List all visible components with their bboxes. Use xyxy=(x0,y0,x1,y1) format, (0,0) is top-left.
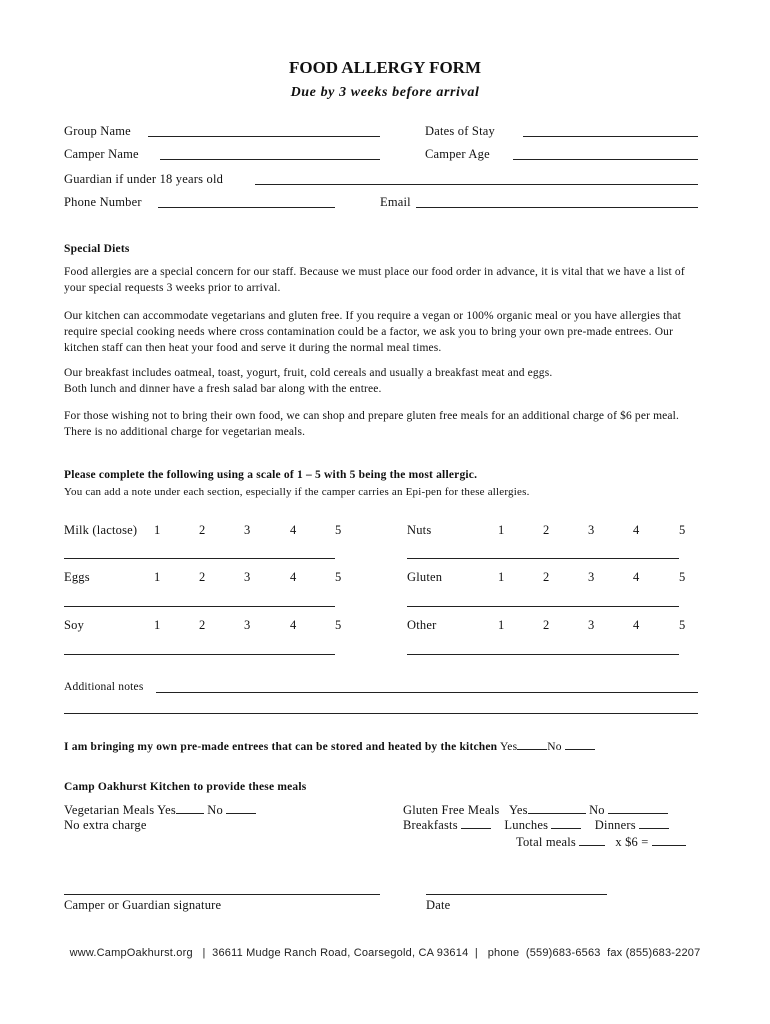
own-entrees-yes-label: Yes xyxy=(499,741,518,753)
total-meals-field[interactable] xyxy=(579,845,605,846)
lunches-label: Lunches xyxy=(504,818,549,832)
rating-option[interactable]: 4 xyxy=(290,618,297,632)
total-meals-label: Total meals xyxy=(516,835,576,849)
additional-notes-label: Additional notes xyxy=(64,681,144,693)
special-diets-paragraph-4: For those wishing not to bring their own food, we can shop and prepare gluten free meals for an additional charge of $6 per meal. There is no additional charge for vegetarian meals. xyxy=(64,410,680,438)
soy-note-field[interactable] xyxy=(64,654,335,655)
dinners-label: Dinners xyxy=(594,818,636,832)
own-entrees-text: I am bringing my own pre-made entrees that can be stored and heated by the kitchen xyxy=(64,741,498,753)
total-meals-row xyxy=(516,835,686,850)
vegetarian-no-label: No xyxy=(207,803,223,817)
rating-instructions: Please complete the following using a scale of 1 – 5 with 5 being the most allergic. xyxy=(64,469,478,481)
special-diets-paragraph-2: Our kitchen can accommodate vegetarians and gluten free. If you require a vegan or 100% organic meal or you have allergies that require special cooking needs where cross contamination could be a factor, we ask you to bring your own pre-made entrees. Our kitchen staff can then heat your food and serve it during the normal meal times. xyxy=(64,310,682,354)
allergy-item-eggs: Eggs xyxy=(64,570,90,584)
gluten-free-no-label: No xyxy=(589,803,605,817)
rating-option[interactable]: 3 xyxy=(588,618,595,632)
rating-option[interactable]: 4 xyxy=(633,523,640,537)
rating-option[interactable]: 2 xyxy=(543,570,550,584)
vegetarian-no-field[interactable] xyxy=(226,813,256,814)
additional-notes-field-line-2[interactable] xyxy=(64,713,698,714)
rating-option[interactable]: 2 xyxy=(543,618,550,632)
camper-name-field[interactable] xyxy=(160,159,380,160)
own-entrees-no-label: No xyxy=(547,741,562,753)
special-diets-heading: Special Diets xyxy=(64,243,130,255)
own-entrees-row xyxy=(64,740,595,755)
special-diets-paragraph-3a: Our breakfast includes oatmeal, toast, yogurt, fruit, cold cereals and usually a breakfast meat and eggs. xyxy=(64,367,553,379)
eggs-note-field[interactable] xyxy=(64,606,335,607)
page-subtitle: Due by 3 weeks before arrival xyxy=(290,85,480,100)
rating-option[interactable]: 5 xyxy=(335,570,342,584)
date-field[interactable] xyxy=(426,894,607,895)
signature-field[interactable] xyxy=(64,894,380,895)
gluten-free-label: Gluten Free Meals xyxy=(403,803,500,817)
dinners-field[interactable] xyxy=(639,828,669,829)
rating-option[interactable]: 3 xyxy=(588,523,595,537)
vegetarian-yes-label: Vegetarian Meals Yes xyxy=(64,803,176,817)
milk-note-field[interactable] xyxy=(64,558,335,559)
phone-label: Phone Number xyxy=(64,195,142,209)
rating-option[interactable]: 4 xyxy=(290,570,297,584)
kitchen-heading: Camp Oakhurst Kitchen to provide these meals xyxy=(64,781,307,793)
rating-option[interactable]: 4 xyxy=(290,523,297,537)
page-title: FOOD ALLERGY FORM xyxy=(288,58,482,77)
rating-option[interactable]: 5 xyxy=(335,523,342,537)
other-note-field[interactable] xyxy=(407,654,679,655)
rating-option[interactable]: 1 xyxy=(498,523,505,537)
rating-option[interactable]: 2 xyxy=(199,523,206,537)
rating-option[interactable]: 1 xyxy=(498,570,505,584)
gluten-free-no-field[interactable] xyxy=(608,813,668,814)
phone-field[interactable] xyxy=(158,207,335,208)
rating-note: You can add a note under each section, especially if the camper carries an Epi-pen for these allergies. xyxy=(64,486,530,498)
rating-option[interactable]: 4 xyxy=(633,618,640,632)
dates-of-stay-label: Dates of Stay xyxy=(425,124,495,138)
rating-option[interactable]: 5 xyxy=(679,570,686,584)
rating-option[interactable]: 5 xyxy=(679,618,686,632)
gluten-free-row xyxy=(403,803,668,818)
camper-age-field[interactable] xyxy=(513,159,698,160)
rating-option[interactable]: 3 xyxy=(244,523,251,537)
rating-option[interactable]: 3 xyxy=(244,618,251,632)
lunches-field[interactable] xyxy=(551,828,581,829)
group-name-field[interactable] xyxy=(148,136,380,137)
allergy-item-gluten: Gluten xyxy=(407,570,443,584)
vegetarian-row xyxy=(64,803,256,818)
nuts-note-field[interactable] xyxy=(407,558,679,559)
breakfasts-field[interactable] xyxy=(461,828,491,829)
date-label: Date xyxy=(426,898,451,912)
rating-option[interactable]: 5 xyxy=(335,618,342,632)
signature-label: Camper or Guardian signature xyxy=(64,898,222,912)
total-cost-field[interactable] xyxy=(652,845,686,846)
dates-of-stay-field[interactable] xyxy=(523,136,698,137)
breakfasts-label: Breakfasts xyxy=(403,818,458,832)
email-label: Email xyxy=(380,195,411,209)
gluten-note-field[interactable] xyxy=(407,606,679,607)
footer-contact: www.CampOakhurst.org | 36611 Mudge Ranch Road, Coarsegold, CA 93614 | phone (559)683-6563 fax (855)683-2207 xyxy=(69,947,701,959)
email-field[interactable] xyxy=(416,207,698,208)
rating-option[interactable]: 3 xyxy=(244,570,251,584)
camper-age-label: Camper Age xyxy=(425,147,490,161)
rating-option[interactable]: 3 xyxy=(588,570,595,584)
guardian-label: Guardian if under 18 years old xyxy=(64,172,224,186)
meal-count-row xyxy=(403,818,669,833)
gluten-free-yes-label: Yes xyxy=(508,803,528,817)
allergy-item-soy: Soy xyxy=(64,618,85,632)
camper-name-label: Camper Name xyxy=(64,147,139,161)
own-entrees-yes-field[interactable] xyxy=(517,749,547,750)
vegetarian-yes-field[interactable] xyxy=(176,813,204,814)
special-diets-paragraph-1: Food allergies are a special concern for our staff. Because we must place our food order in advance, it is vital that we have a list of your special requests 3 weeks prior to arrival. xyxy=(64,266,685,294)
no-extra-charge-note: No extra charge xyxy=(64,818,147,832)
gluten-free-yes-field[interactable] xyxy=(528,813,586,814)
rating-option[interactable]: 4 xyxy=(633,570,640,584)
guardian-field[interactable] xyxy=(255,184,698,185)
rating-option[interactable]: 2 xyxy=(199,570,206,584)
rating-option[interactable]: 1 xyxy=(154,523,161,537)
rating-option[interactable]: 1 xyxy=(154,570,161,584)
rating-option[interactable]: 1 xyxy=(498,618,505,632)
own-entrees-no-field[interactable] xyxy=(565,749,595,750)
allergy-item-nuts: Nuts xyxy=(407,523,432,537)
rating-option[interactable]: 2 xyxy=(199,618,206,632)
allergy-item-other: Other xyxy=(407,618,437,632)
rating-option[interactable]: 2 xyxy=(543,523,550,537)
allergy-item-milk: Milk (lactose) xyxy=(64,523,138,537)
rating-option[interactable]: 1 xyxy=(154,618,161,632)
special-diets-paragraph-3b: Both lunch and dinner have a fresh salad bar along with the entree. xyxy=(64,383,382,395)
group-name-label: Group Name xyxy=(64,124,131,138)
times-six-label: x $6 = xyxy=(615,835,649,849)
rating-option[interactable]: 5 xyxy=(679,523,686,537)
additional-notes-field[interactable] xyxy=(156,692,698,693)
